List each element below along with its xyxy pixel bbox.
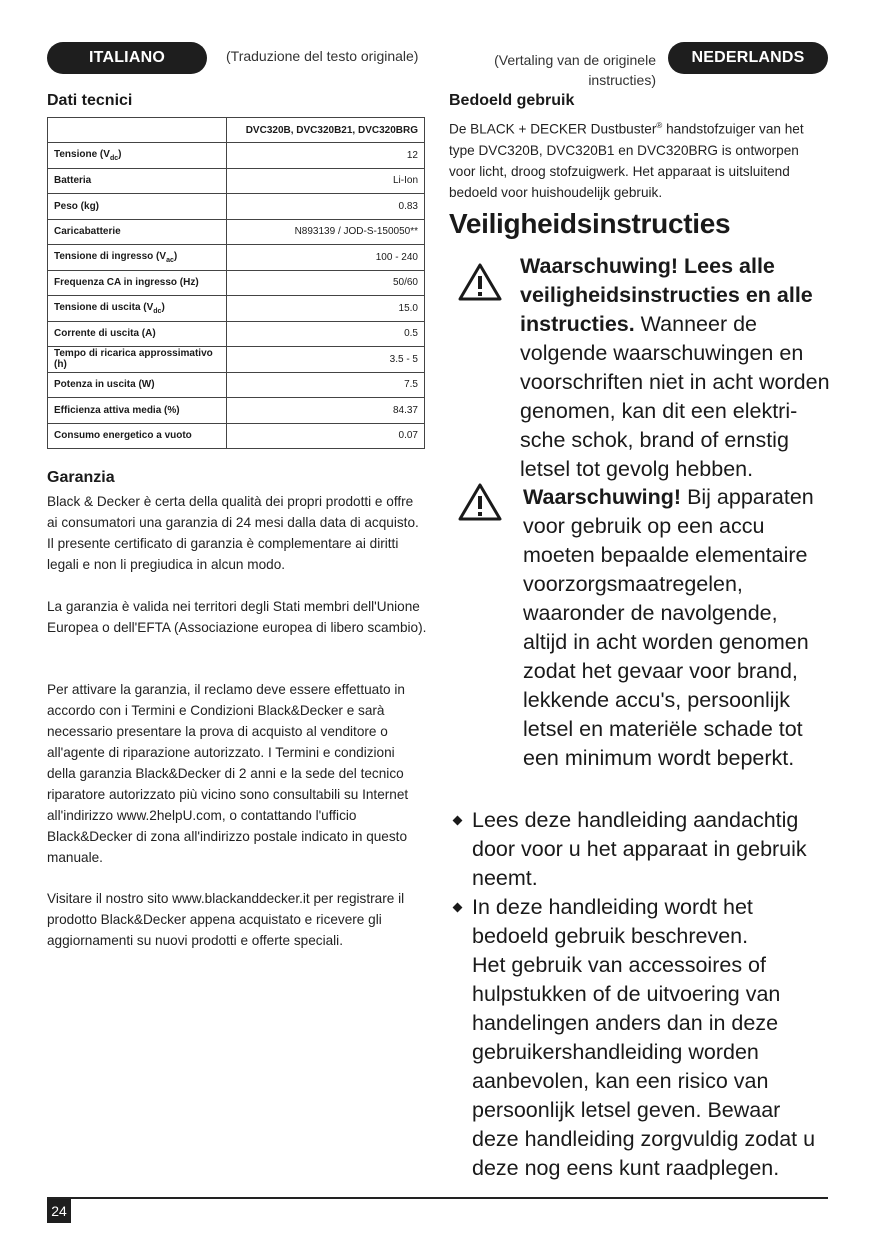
table-row xyxy=(48,168,425,194)
tech-data-title: Dati tecnici xyxy=(47,92,133,109)
safety-title: Veiligheidsinstructies xyxy=(449,208,731,239)
spec-label xyxy=(48,398,227,424)
table-row xyxy=(48,245,425,271)
intended-use-text-a: De BLACK + DECKER Dustbuster xyxy=(449,121,657,137)
spec-label-text: Tensione (V xyxy=(54,148,110,160)
spec-label-text: Peso (kg) xyxy=(54,200,100,212)
diamond-bullet-icon xyxy=(453,903,463,913)
spec-label-subscript: dc xyxy=(153,307,162,315)
table-row xyxy=(48,219,425,245)
tech-data-body xyxy=(48,143,425,449)
spec-label-text: Consumo energetico a vuoto xyxy=(54,430,192,442)
table-header-empty xyxy=(48,118,227,143)
diamond-bullet-icon xyxy=(453,816,463,826)
spec-value: 50/60 xyxy=(227,270,425,296)
warning-triangle-icon xyxy=(457,262,503,302)
spec-label-subscript: dc xyxy=(109,154,119,162)
dutch-translation-note xyxy=(470,50,656,90)
table-row xyxy=(48,398,425,424)
warranty-title: Garanzia xyxy=(47,469,115,486)
table-header-models: DVC320B, DVC320B21, DVC320BRG xyxy=(227,118,425,143)
spec-label-subscript: ac xyxy=(166,256,174,264)
table-row xyxy=(48,194,425,220)
spec-value: 0.83 xyxy=(227,194,425,220)
spec-value: 84.37 xyxy=(227,398,425,424)
spec-label xyxy=(48,168,227,194)
warning-1-text: Wanneer de volgende waarschuwingen en voorschriften niet in acht worden genomen, kan dit een elektri-sche schok, brand of ernstig letsel tot gevolg hebben. xyxy=(520,312,830,481)
spec-label xyxy=(48,143,227,169)
spec-value: N893139 / JOD-S-150050** xyxy=(227,219,425,245)
warranty-paragraph-3: Per attivare la garanzia, il reclamo deve essere effettuato in accordo con i Termini e Condizioni Black&Decker e sarà necessario presentare la prova di acquisto al venditore o all'agente di riparazione autorizzato. I Termini e condizioni della garanzia Black&Decker di 2 anni e la sede del tecnico riparatore autorizzato più vicino sono consultabili su Internet all'indirizzo www.2helpU.com, o contattando l'ufficio Black&Decker di zona all'indirizzo postale indicato in questo manuale. xyxy=(47,682,409,865)
warning-block-1 xyxy=(520,252,830,484)
page-number: 24 xyxy=(47,1199,71,1223)
footer-divider xyxy=(47,1197,828,1199)
spec-label-text: Tensione di uscita (V xyxy=(54,301,154,313)
safety-bullet-list xyxy=(452,806,832,1183)
warranty-paragraph-2: La garanzia è valida nei territori degli Stati membri dell'Unione Europea o dell'EFTA (Associazione europea di libero scambio). xyxy=(47,599,427,635)
table-row xyxy=(48,296,425,322)
spec-label xyxy=(48,296,227,322)
spec-label xyxy=(48,423,227,449)
spec-label-text: Tempo di ricarica approssimativo (h) xyxy=(54,348,213,371)
language-badge-nederlands: NEDERLANDS xyxy=(668,42,828,74)
spec-value: 15.0 xyxy=(227,296,425,322)
spec-value: 0.5 xyxy=(227,321,425,347)
table-row xyxy=(48,372,425,398)
spec-label-suffix: ) xyxy=(118,148,122,160)
spec-value: 100 - 240 xyxy=(227,245,425,271)
spec-label-text: Potenza in uscita (W) xyxy=(54,379,155,391)
italian-translation-note: (Traduzione del testo originale) xyxy=(226,48,419,64)
spec-label-text: Frequenza CA in ingresso (Hz) xyxy=(54,277,199,289)
intended-use-title: Bedoeld gebruik xyxy=(449,92,575,109)
table-row xyxy=(48,423,425,449)
spec-label xyxy=(48,245,227,271)
table-row xyxy=(48,143,425,169)
warning-2-bold: Waarschuwing! xyxy=(523,485,682,509)
list-item xyxy=(452,893,832,1183)
spec-value: 12 xyxy=(227,143,425,169)
spec-value: 3.5 - 5 xyxy=(227,347,425,373)
table-row xyxy=(48,270,425,296)
bullet-2-text-a: In deze handleiding wordt het bedoeld gebruik beschreven. xyxy=(472,895,753,948)
warning-block-2 xyxy=(523,483,823,773)
warning-triangle-icon xyxy=(457,482,503,522)
spec-label-text: Batteria xyxy=(54,175,92,187)
spec-label-text: Tensione di ingresso (V xyxy=(54,250,167,262)
intended-use-text xyxy=(449,115,829,203)
spec-label xyxy=(48,194,227,220)
warning-1-bold: Waarschuwing! Lees alle veiligheidsinstructies en alle instructies. xyxy=(520,254,813,336)
dutch-note-line1: (Vertaling van de originele xyxy=(494,52,656,68)
spec-value: 0.07 xyxy=(227,423,425,449)
spec-label xyxy=(48,219,227,245)
spec-label-text: Corrente di uscita (A) xyxy=(54,328,156,340)
intended-use-text-b: handstofzuiger van het type DVC320B, DVC320B1 en DVC320BRG is ontworpen voor licht, droog stofzuigwerk. Het apparaat is uitsluitend bedoeld voor huishoudelijk gebruik. xyxy=(449,121,804,200)
warning-2-text: Bij apparaten voor gebruik op een accu moeten bepaalde elementaire voorzorgsmaatregelen, waaronder de navolgende, altijd in acht worden genomen zodat het gevaar voor brand, lekkende accu's, persoonlijk letsel en materiële schade tot een minimum wordt beperkt. xyxy=(523,485,814,770)
spec-label-suffix: ) xyxy=(173,250,178,262)
spec-label xyxy=(48,321,227,347)
spec-label xyxy=(48,372,227,398)
warranty-paragraph-1: Black & Decker è certa della qualità dei propri prodotti e offre ai consumatori una garanzia di 24 mesi dalla data di acquisto. Il presente certificato di garanzia è complementare ai diritti legali e non li pregiudica in alcun modo. xyxy=(47,494,419,572)
list-item xyxy=(452,806,832,893)
spec-label xyxy=(48,347,227,373)
spec-label-text: Caricabatterie xyxy=(54,226,121,238)
bullet-1-text: Lees deze handleiding aandachtig door voor u het apparaat in gebruik neemt. xyxy=(472,808,807,890)
spec-label xyxy=(48,270,227,296)
table-header-row xyxy=(48,118,425,143)
dutch-note-line2: instructies) xyxy=(588,72,656,88)
spec-label-text: Efficienza attiva media (%) xyxy=(54,404,180,416)
spec-value: 7.5 xyxy=(227,372,425,398)
table-row xyxy=(48,321,425,347)
tech-data-table xyxy=(47,117,425,449)
bullet-2-text-b: Het gebruik van accessoires of hulpstukken of de uitvoering van handelingen anders dan in deze gebruikershandleiding worden aanbevolen, kan een risico van persoonlijk letsel geven. Bewaar deze handleiding zorgvuldig zodat u deze nog eens kunt raadplegen. xyxy=(472,953,816,1180)
table-row xyxy=(48,347,425,373)
language-badge-italiano: ITALIANO xyxy=(47,42,207,74)
spec-label-suffix: ) xyxy=(161,301,165,313)
registered-mark: ® xyxy=(656,121,663,130)
spec-value: Li-Ion xyxy=(227,168,425,194)
warranty-paragraph-4: Visitare il nostro sito www.blackanddecker.it per registrare il prodotto Black&Decker appena acquistato e ricevere gli aggiornamenti su nuovi prodotti e offerte speciali. xyxy=(47,891,405,948)
